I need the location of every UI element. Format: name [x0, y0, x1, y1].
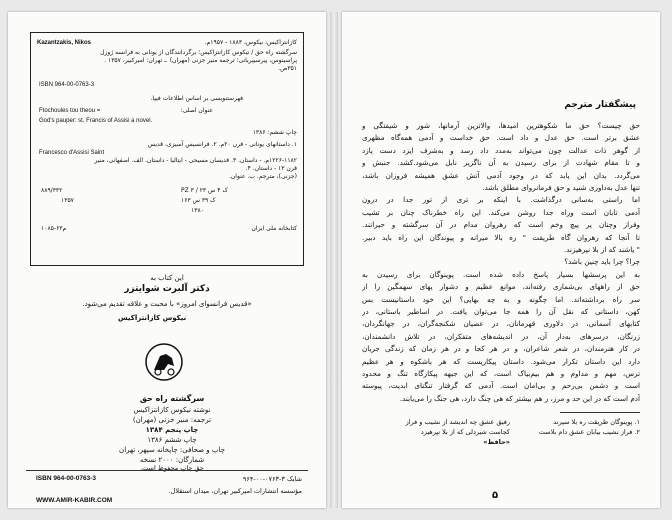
- footnote-2b: کجاست شیردلی که از بلا نپرهیزد: [420, 428, 510, 436]
- body-line: حق از راههای بی‌شماری رفته‌اند، موانع عظیم و دشوار یهای سهمگین را از: [362, 282, 640, 292]
- book-spine: [330, 12, 338, 508]
- dedication-name: دکتر آلبرت شوایتزر: [124, 284, 210, 294]
- body-line: است و دشمن بی‌رحم و بی‌امان است. آدمی که گرفتار تنگنای ابدیت، پیوسته: [362, 381, 640, 391]
- body-line: تنها عدل به‌داوری شنید و حق فرمانروای مطلق باشد.: [482, 183, 640, 192]
- colophon-translator: ترجمه: منیر جزنی (مهران): [132, 416, 212, 424]
- body-line: چرا؟ چرا باید چنین باشد؟: [564, 257, 640, 267]
- section-heading: پیشگفتار مترجم: [564, 100, 636, 110]
- body-line: عشق برتر است. حق عدل و داد است. حق خداست و آدمی همه‌گاه مظهری: [362, 133, 640, 143]
- catalog-class-3: ۱۳۸۰: [191, 207, 204, 214]
- right-page: [342, 12, 660, 508]
- catalog-subject-1: ۱. داستانهای یونانی - قرن ۲۰م. ۲. فرانسیس آسیزی، قدیس: [147, 141, 297, 148]
- publisher-horse-logo-icon: [144, 342, 184, 382]
- catalog-subject-prefix: قرن ۱۳ - داستان. ۴.: [245, 165, 297, 172]
- body-line: اما راستی به‌سانی درگذاشت. با اینکه بر تری از تور جدا در درون: [362, 195, 640, 205]
- isbn-en: ISBN 964-00-0763-3: [36, 475, 96, 482]
- body-line: ترس، مهم و مداوم و هم بیم‌بیاک است، که این جبهه پیکارگاه تنگ و محدود: [362, 369, 640, 378]
- left-page: [8, 12, 326, 508]
- footnote-attribution: «حافظ»: [483, 438, 510, 446]
- body-line: کهن، داستانی که نقل آن را همه جا می‌توان یافت. در اساطیر باستانی، در: [362, 307, 640, 316]
- catalog-subject-2: ۱۲۲۶-۱۱۸۲م. - داستان. ۳. قدیسان مسیحی - ایتالیا - داستان. الف. اصفهانی، منیر: [94, 157, 297, 164]
- catalog-original-title-en-2: God's pauper: st. Francis of Assisi a novel.: [39, 118, 153, 124]
- isbn-fa: شابک ۳-۰۷۶۳-۰۰-۹۶۴: [242, 475, 302, 483]
- footnote-1a: ۱. پوینوگان طریقت ره بلا سپرند: [553, 418, 640, 426]
- colophon-title: سرگشته راه حق: [139, 394, 205, 403]
- catalog-fipa-note: فهرستنویسی بر اساس اطلاعات فیپا.: [150, 95, 243, 102]
- body-line: حق چیست؟ حق ما شکوهترین امیدها، والاترین آرمانها، شور و شیفتگی و: [362, 121, 640, 130]
- body-line: به این پرسشها بسیار پاسخ داده شده است. پوینوگان برای رسیدن به: [362, 269, 640, 279]
- catalog-subject-3: (جزنی)، مترجم. ب. عنوان.: [228, 173, 297, 180]
- catalog-class-2b: ۱۶۳ ک ۳۹ س: [181, 197, 216, 204]
- cataloging-box: [30, 32, 304, 266]
- footnote-1b: رفیق عشق چه اندیشد از نشیب و فراز: [405, 418, 510, 426]
- catalog-title: سرگشته راه حق / نیکوس کازانتزاکیس؛ برگردانندگان از یونانی به فرانسه ژوزل: [100, 49, 297, 56]
- catalog-library: کتابخانه ملی ایران: [251, 225, 297, 232]
- catalog-original-title-label: عنوان اصلی:: [180, 107, 213, 114]
- colophon-fifth-edition: چاپ پنجم ۱۳۸۴: [145, 426, 199, 434]
- body-line: " یاشند که از بلا نپرهیزند.: [563, 245, 640, 254]
- body-line: سر راه برداشته‌اند. اما چگونه و به چه بهایی؟ این خود داستانیست بس: [362, 294, 640, 304]
- catalog-title-cont: پراسینوس، پیرسیپریانی؛ ترجمه منیر جزنی (مهران) .ـ تهران: امیرکبیر، ۱۳۵۷ .: [104, 57, 297, 64]
- dedication-signature: نیکوس کازانتزاکیس: [118, 314, 187, 322]
- catalog-class-2: ۱۳۵۷: [61, 197, 74, 204]
- dedication-text: «قدیس فرانسوای امروز» با محبت و علاقه تقدیم می‌شود.: [82, 300, 252, 308]
- footnote-rule: [560, 412, 640, 413]
- colophon-author: نوشته نیکوس کازانتزاکیس: [133, 406, 211, 414]
- publisher-address: مؤسسه انتشارات امیرکبیر تهران، میدان استقلال.: [168, 487, 302, 495]
- body-line: وفراز وچنان پر پیچ وخم است که رهروان مدام در آن سرگشته و حیرانند.: [362, 220, 640, 230]
- footnote-2a: ۲. فراز نشیب بیابان عشق دام بلاست: [538, 428, 640, 436]
- catalog-author-fa: کازانتزاکیس، نیکوس، ۱۸۸۳ - ۱۹۵۷م.: [204, 39, 297, 46]
- body-line: آدم است که در این حد و مرز، ر هم بیشتر که هی چنگ دارد، هی جنگ را می‌یابند.: [399, 393, 640, 403]
- colophon-rights: حق چاپ محفوظ است.: [140, 464, 204, 472]
- colophon-printing: چاپ و صحافی: چاپخانه سپهر، تهران: [119, 446, 225, 454]
- page-number: ۵: [492, 490, 499, 501]
- colophon-copies: شمارگان: ۲۰۰۰ نسخه: [139, 456, 205, 464]
- body-line: می‌گردد. بدان این یابد که در وجود آدمی آتش عشق همیشه فروزان باشد،: [362, 170, 640, 180]
- catalog-isbn: ISBN 964-00-0763-3: [39, 82, 95, 88]
- catalog-class-1: ۸۸۹/۳۳۲: [41, 187, 63, 194]
- isbn-block: [26, 470, 308, 504]
- catalog-edition: چاپ ششم: ۱۳۸۶: [252, 129, 297, 136]
- colophon-sixth-edition: چاپ ششم ۱۳۸۶: [147, 436, 197, 444]
- body-line: زرنگان، درسرهای به‌دار آن، در اندیشه‌های متفکران، در تلاش دانشمندان،: [362, 331, 640, 341]
- catalog-author-en: Kazantzakis, Nikos: [37, 40, 92, 46]
- body-line: و تا مقام شهادت از برای رسیدن به آن ناگزیر نابل می‌شود.کشد. جنبش و: [362, 158, 640, 168]
- catalog-subject-en: Francesco d'Assisi Saint: [39, 150, 105, 156]
- body-line: آدمی تابان است وراه جدا روشن می‌کند. این راه خطرناک چنان بر تشیب: [362, 207, 640, 217]
- catalog-library-number: م۶۳-۱۰۸۵: [41, 225, 67, 232]
- dedication-line-1: این کتاب به: [150, 274, 184, 282]
- catalog-original-title-en: Ftochoules tou theou =: [39, 108, 101, 114]
- body-line: از گوهر ذات عدالت چون می‌تواند به‌مدد داد رسد و به‌شرف ایزد دست یازد: [362, 145, 640, 155]
- catalog-pages: ۳۵۱ص.: [278, 65, 297, 72]
- catalog-class-1b: PZ ۳ / ۲۳ ک ۴ س: [181, 187, 228, 194]
- body-line: دارد این داستان تکرار می‌شود. داستان پیکاریست که هر باشکوه و هر عظیم: [362, 356, 640, 366]
- publisher-url[interactable]: WWW.AMIR-KABIR.COM: [36, 497, 113, 504]
- body-line: تا آنجا که رهروان گاه طریقت " ره بالا میرانه و پیوندگان این راه باید دبیر.: [362, 232, 640, 242]
- body-line: کتابهای آسمانی، در دلاوری قهرمانان، در عصیان شکنجه‌گران، در جهانگردان،: [362, 319, 640, 329]
- body-line: در کار هنرمندان، در شعر شاعران، و در هر کجا و در هر زمان که زندگی جریان: [362, 344, 640, 354]
